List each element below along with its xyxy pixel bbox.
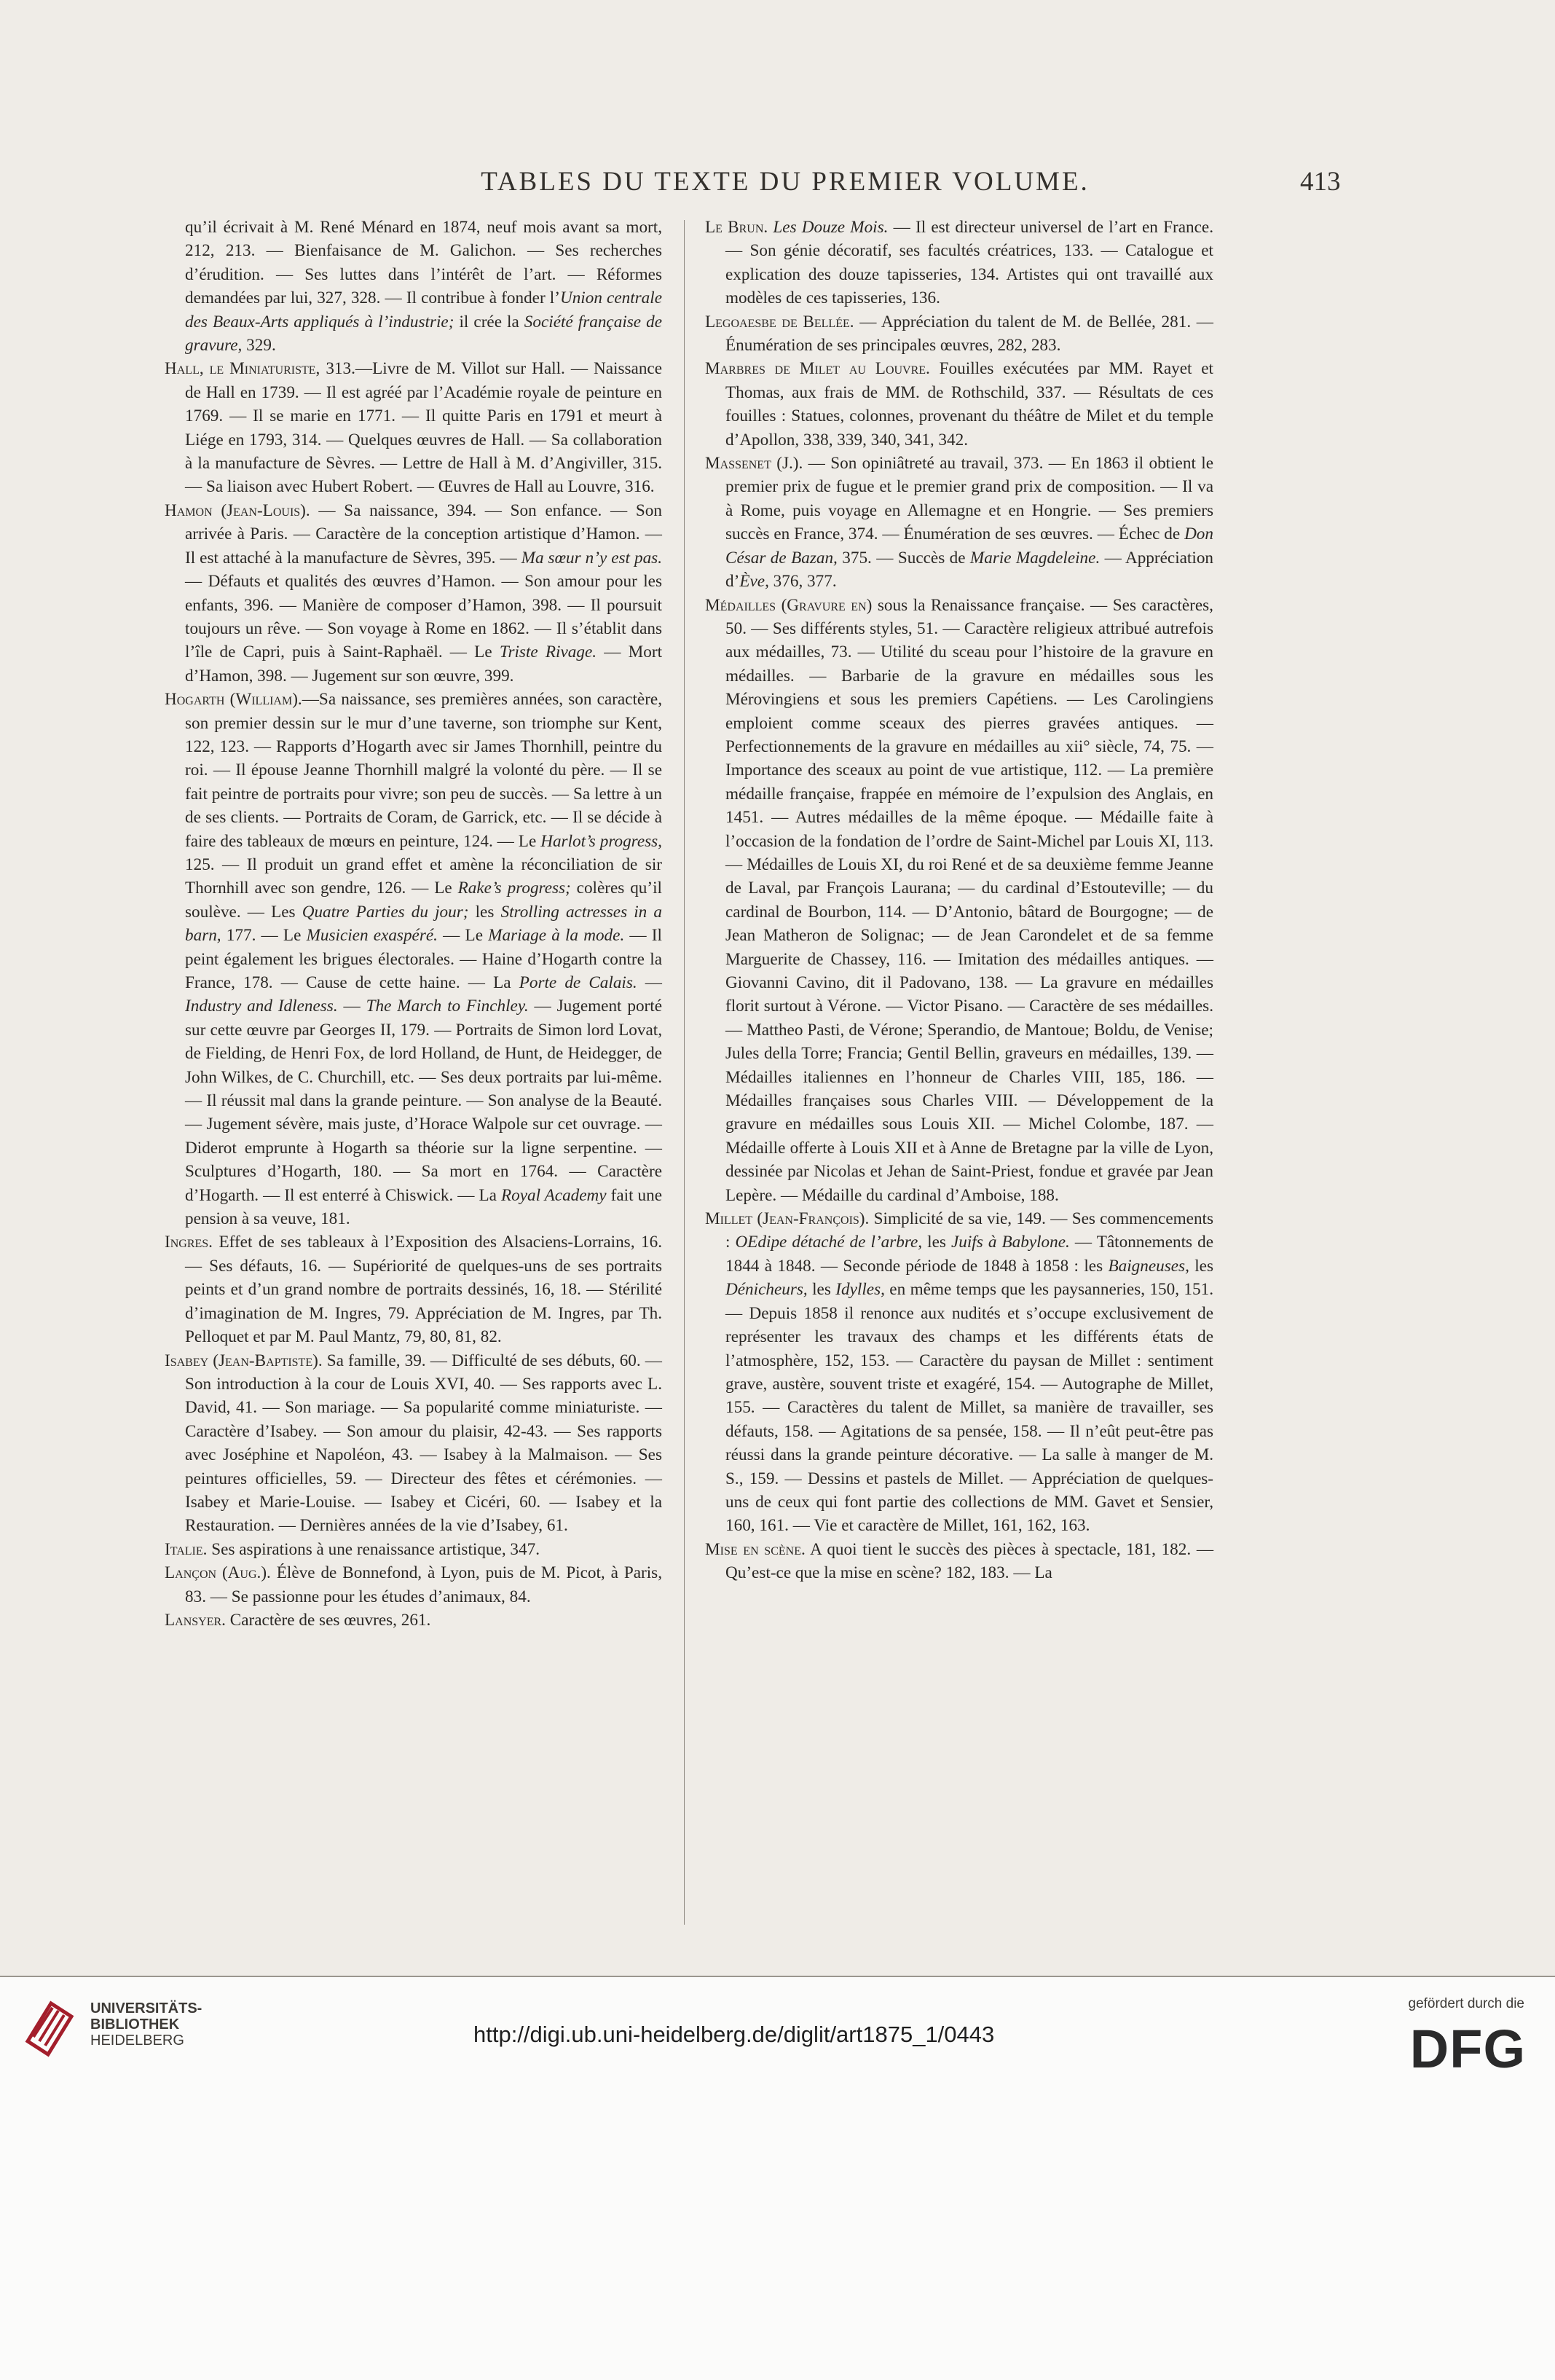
index-entry [705,216,1213,310]
index-entry [165,499,662,688]
entry-text: — Défauts et qualités des œuvres d’Hamon. — Son amour pour les enfants, 396. — Manière de composer d’Hamon, 398. — Il poursuit toujours un rêve. — Son voyage à Rome en 1862. — Il s’établit dans l’île de Capri, puis à Saint-Raphaël. — Le [185,572,662,662]
index-entry [705,310,1213,358]
entry-text: — Il est directeur universel de l’art en France. — Son génie décoratif, ses facultés créatrices, 133. — Catalogue et explication des douze tapisseries, 134. Artistes qui ont travaillé aux modèles de ces tapisseries, 136. [725,218,1213,308]
index-entry [165,357,662,498]
entry-text: — Il peint également les brigues électorales. — Haine d’Hogarth contre la France, 178. — Cause de cette haine. — La [185,926,662,992]
index-entry [165,1349,662,1538]
index-entry [165,1609,662,1632]
entry-title-italic: Rake’s progress; [457,879,571,898]
index-entry [165,1230,662,1348]
library-line: BIBLIOTHEK [90,2016,180,2033]
entry-title-italic: Don César de Bazan, [725,525,1213,567]
entry-heading: Hamon (Jean-Louis). [165,500,310,520]
entry-title-italic: Industry and Idleness. [185,997,338,1016]
library-line: HEIDELBERG [90,2033,184,2049]
entry-text: — Mort d’Hamon, 398. — Jugement sur son œuvre, 399. [185,643,663,686]
entry-title-italic: Les Douze Mois. [773,218,889,237]
right-column [705,216,1213,1585]
entry-text: sous la Renaissance française. — Ses caractères, 50. — Ses différents styles, 51. — Caractère religieux attribué autrefois aux médailles, 73. — Utilité du sceau pour l’histoire de la gravure en médailles. — Barbarie de la gravure en médailles sous les Mérovingiens et sous les premiers Capétiens. — Les Carolingiens emploient comme sceaux des pierres gravées antiques. — Perfectionnements de la gravure en médailles au xii° siècle, 74, 75. — Importance des sceaux au point de vue artistique, 112. — La première médaille française, frappée en mémoire de l’expulsion des Anglais, en 1451. — Autres médailles de la même époque. — Médaille faite à l’occasion de la fondation de l’ordre de Saint-Michel par Louis XI, 113. — Médailles de Louis XI, du roi René et de sa deuxième femme Jeanne de Laval, par François Laurana; — du cardinal d’Estouteville; — du cardinal de Bourbon, 114. — D’Antonio, bâtard de Bourgogne; — de Jean Matheron de Solignac; — de Jean Carondelet et de sa femme Marguerite de Chassey, 116. — Imitation des médailles antiques. — Giovanni Cavino, dit il Padovano, 138. — La gravure en médailles florit surtout à Vérone. — Victor Pisano. — Caractère de ses médailles. — Mattheo Pasti, de Vérone; Sperandio, de Mantoue; Boldu, de Venise; Jules della Torre; Francia; Gentil Bellin, graveurs en médailles, 139. — Médailles italiennes en l’honneur de Charles VIII, 185, 186. — Médailles françaises sous Charles VIII. — Développement de la gravure en médailles sous Louis XII. — Michel Colombe, 187. — Médaille offerte à Louis XII et à Anne de Bretagne par la ville de Lyon, dessinée par Nicolas et Jehan de Saint-Priest, fondue et gravée par Jean Lepère. — Médaille du cardinal d’Amboise, 188. [725,595,1213,1205]
entry-text: en même temps que les paysanneries, 150, 151. — Depuis 1858 il renonce aux nudités et s’occupe exclusivement de représenter les travaux des champs et les différents états de l’atmosphère, 152, 153. — Caractère du paysan de Millet : sentiment grave, austère, souvent triste et exagéré, 154. — Autographe de Millet, 155. — Caractères du talent de Millet, sa manière de travailler, ses défauts, 158. — Agitations de sa pensée, 158. — Il n’eût peut-être pas réussi dans la grande peinture décorative. — La salle à manger de M. S., 159. — Dessins et pastels de Millet. — Appréciation de quelques-uns de ceux qui font partie des collections de MM. Gavet et Sensier, 160, 161. — Vie et caractère de Millet, 161, 162, 163. [725,1280,1213,1536]
sponsor-label: gefördert durch die [1408,1996,1524,2011]
entry-heading: Millet (Jean-François). [705,1209,870,1229]
entry-title-italic: Harlot’s progress, [540,831,662,851]
entry-text: Élève de Bonnefond, à Lyon, puis de M. Picot, à Paris, 83. — Se passionne pour les études d’animaux, 84. [185,1563,662,1606]
dfg-logo: DFG [1409,2019,1526,2079]
entry-text: les [922,1233,951,1252]
entry-title-italic: Porte de Calais. [519,973,637,992]
index-entry [705,594,1213,1208]
permalink-url[interactable]: http://digi.ub.uni-heidelberg.de/diglit/art1875_1/0443 [473,2022,995,2047]
entry-text: Sa famille, 39. — Difficulté de ses débuts, 60. — Son introduction à la cour de Louis XVI, 40. — Ses rapports avec L. David, 41. — Son mariage. — Sa popularité comme miniaturiste. — Caractère d’Isabey. — Son amour du plaisir, 42-43. — Ses rapports avec Joséphine et Napoléon, 43. — Isabey à la Malmaison. — Ses peintures officielles, 59. — Directeur des fêtes et cérémonies. — Isabey et Marie-Louise. — Isabey et Cicéri, 60. — Isabey et la Restauration. — Dernières années de la vie d’Isabey, 61. [185,1351,662,1536]
entry-text: 375. — Succès de [837,548,970,567]
entry-heading: Legoaesbe de Bellée. [705,312,854,331]
entry-title-italic: Baigneuses, [1108,1256,1189,1276]
entry-title-italic: Strolling actresses in a barn, [185,902,662,946]
left-column [165,216,662,1632]
entry-text: 329. [242,336,276,356]
index-entry [705,452,1213,593]
running-head: TABLES DU TEXTE DU PREMIER VOLUME. [481,167,1090,197]
entry-title-italic: Juifs à Babylone. [950,1233,1070,1252]
entry-title-italic: Ma sœur n’y est pas. [521,548,662,567]
entry-text: Caractère de ses œuvres, 261. [225,1610,431,1630]
entry-heading: Lansyer. [165,1610,226,1630]
index-entry [705,357,1213,452]
entry-text: 376, 377. [768,572,837,592]
entry-heading: Marbres de Milet au Louvre. [705,359,930,379]
entry-title-italic: Ève, [739,572,769,592]
entry-text: Effet de ses tableaux à l’Exposition des Alsaciens-Lorrains, 16. — Ses défauts, 16. — Supériorité de quelques-uns de ses portraits peints et d’un grand nombre de portraits dessinés, 16, 18. — Stérilité d’imagination de M. Ingres, 79. Appréciation de M. Ingres, par Th. Pelloquet et par M. Paul Mantz, 79, 80, 81, 82. [185,1233,662,1347]
index-entry [705,1538,1213,1585]
entry-text: Simplicité de sa vie, 149. — Ses commencements : [725,1209,1214,1252]
entry-heading: Le Brun. [705,218,768,237]
entry-heading: Hogarth (William). [165,690,302,710]
entry-text: — Son opiniâtreté au travail, 373. — En 1863 il obtient le premier prix de fugue et le premier grand prix de composition. — Il va à Rome, puis voyage en Allemagne et en Hongrie. — Ses premiers succès en France, 374. — Énumération de ses œuvres. — Échec de [725,454,1213,544]
entry-text: les [468,902,501,922]
index-entry [165,688,662,1230]
entry-title-italic: Dénicheurs, [725,1280,808,1300]
entry-text: fait une pension à sa veuve, 181. [185,1185,662,1229]
entry-text: les [807,1280,836,1300]
index-entry [165,216,662,357]
entry-heading: Ingres. [165,1233,213,1252]
entry-title-italic: Mariage à la mode. [488,926,625,946]
entry-text: — Le [437,926,489,946]
entry-heading: Hall, le Miniaturiste, [165,359,320,379]
entry-heading: Mise en scène. [705,1539,806,1559]
entry-title-italic: Musicien exaspéré. [306,926,438,946]
entry-text: — Tâtonnements de 1844 à 1848. — Seconde période de 1848 à 1858 : les [725,1233,1214,1276]
entry-text: les [1189,1256,1214,1276]
entry-title-italic: Quatre Parties du jour; [302,902,469,922]
entry-heading: Italie. [165,1539,208,1559]
entry-heading: Médailles (Gravure en) [705,595,873,615]
entry-title-italic: Société française de gravure, [185,312,662,356]
entry-text: 177. — Le [221,926,307,946]
book-logo-icon [23,1998,76,2062]
entry-text: 313.—Livre de M. Villot sur Hall. — Naissance de Hall en 1739. — Il est agréé par l’Académie royale de peinture en 1769. — Il se marie en 1771. — Il quitte Paris en 1791 et meurt à Liége en 1793, 314. — Quelques œuvres de Hall. — Sa collaboration à la manufacture de Sèvres. — Lettre de Hall à M. d’Angiviller, 315. — Sa liaison avec Hubert Robert. — Œuvres de Hall au Louvre, 316. [185,359,662,497]
entry-text: Fouilles exécutées par MM. Rayet et Thomas, aux frais de MM. de Rothschild, 337. — Résultats de ces fouilles : Statues, colonnes, provenant du théâtre de Milet et du temple d’Apollon, 338, 339, 340, 341, 342. [725,359,1213,449]
entry-title-italic: Idylles, [835,1280,885,1300]
index-entry [165,1538,662,1561]
entry-text: — [337,997,366,1016]
entry-title-italic: Union centrale des Beaux-Arts appliqués à l’industrie; [185,288,662,331]
entry-text: 125. — Il produit un grand effet et amène la réconciliation de sir Thornhill avec son gendre, 126. — Le [185,855,662,898]
entry-title-italic: Royal Academy [500,1185,607,1205]
entry-title-italic: OEdipe détaché de l’arbre, [735,1233,923,1252]
page-number: 413 [1300,167,1341,197]
library-name [90,2000,202,2049]
entry-text: qu’il écrivait à M. René Ménard en 1874, neuf mois avant sa mort, 212, 213. — Bienfaisance de M. Galichon. — Ses recherches d’érudition. — Ses luttes dans l’intérêt de l’art. — Réformes demandées par lui, 327, 328. — Il contribue à fonder l’ [185,218,662,308]
entry-text: A quoi tient le succès des pièces à spectacle, 181, 182. — Qu’est-ce que la mise en scène? 182, 183. — La [725,1539,1214,1583]
entry-text: — [637,973,662,992]
column-divider [684,220,685,1925]
entry-text: —Sa naissance, ses premières années, son caractère, son premier dessin sur le mur d’une taverne, son triomphe sur Kent, 122, 123. — Rapports d’Hogarth avec sir James Thornhill, peintre du roi. — Il épouse Jeanne Thornhill malgré la volonté du père. — Il se fait peintre de portraits pour vivre; son peu de succès. — Sa lettre à un de ses clients. — Portraits de Coram, de Garrick, etc. — Il se décide à faire des tableaux de mœurs en peinture, 124. — Le [185,690,663,851]
entry-title-italic: The March to Finchley. [366,997,529,1016]
entry-heading: Lançon (Aug.). [165,1563,271,1583]
entry-text: — Jugement porté sur cette œuvre par Georges II, 179. — Portraits de Simon lord Lovat, de Fielding, de Henri Fox, de lord Holland, de Hunt, de Heidegger, de John Wilkes, de C. Churchill, etc. — Ses deux portraits par lui-même. — Il réussit mal dans la grande peinture. — Son analyse de la Beauté. — Jugement sévère, mais juste, d’Horace Walpole sur cet ouvrage. — Diderot emprunte à Hogarth sa théorie sur la ligne serpentine. — Sculptures d’Hogarth, 180. — Sa mort en 1764. — Caractère d’Hogarth. — Il est enterré à Chiswick. — La [185,997,663,1205]
entry-text: colères qu’il soulève. — Les [185,879,662,922]
entry-heading: Massenet (J.). [705,454,803,474]
entry-title-italic: Triste Rivage. [499,643,597,662]
entry-text: Ses aspirations à une renaissance artistique, 347. [207,1539,540,1559]
entry-heading: Isabey (Jean-Baptiste). [165,1351,323,1370]
entry-text: il crée la [454,312,524,331]
entry-text: — Appréciation d’ [725,548,1214,592]
entry-text: — Sa naissance, 394. — Son enfance. — Son arrivée à Paris. — Caractère de la conception artistique d’Hamon. — Il est attaché à la manufacture de Sèvres, 395. — [185,500,662,567]
entry-title-italic: Marie Magdeleine. [969,548,1101,567]
index-entry [165,1561,662,1609]
library-line: UNIVERSITÄTS- [90,2000,202,2016]
index-entry [705,1207,1213,1538]
entry-text: — Appréciation du talent de M. de Bellée, 281. — Énumération de ses principales œuvres, 282, 283. [725,312,1213,356]
